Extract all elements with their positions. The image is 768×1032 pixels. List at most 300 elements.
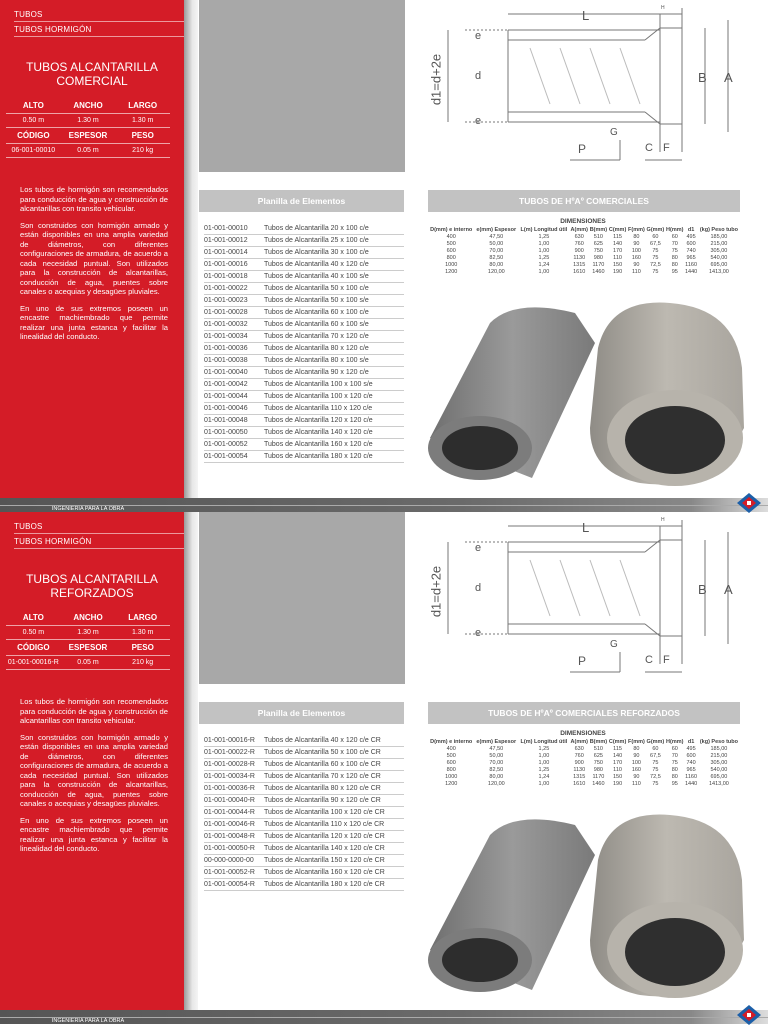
dims-cell: 1610 bbox=[573, 268, 586, 275]
dims-cell: 70 bbox=[671, 752, 678, 759]
dims-cell: 75 bbox=[671, 759, 678, 766]
dims-cell: 495 bbox=[686, 233, 696, 240]
dims-cell: 500 bbox=[446, 240, 456, 247]
dims-cell: 400 bbox=[446, 233, 456, 240]
pipe-renders bbox=[420, 800, 768, 1010]
dims-cell: 600 bbox=[686, 240, 696, 247]
dim-label-e-top: e bbox=[475, 542, 482, 554]
pipe-section-diagram bbox=[420, 0, 768, 175]
dims-header-cell: (kg) Peso tubo bbox=[699, 739, 739, 745]
dims-header-cell: B(mm) bbox=[589, 739, 608, 745]
dims-cell: 215,00 bbox=[710, 752, 728, 759]
divider bbox=[14, 21, 184, 22]
product-panel-reforzados bbox=[0, 512, 768, 1031]
spec-cell: CÓDIGO bbox=[17, 131, 50, 140]
dim-label-d1: d1=d+2e bbox=[428, 53, 444, 106]
dim-label-A: A bbox=[724, 582, 733, 597]
item-name: Tubos de Alcantarilla 140 x 120 c/e bbox=[264, 429, 373, 436]
spec-table bbox=[6, 613, 170, 673]
stacked-pipes-image bbox=[199, 512, 405, 684]
dims-cell: 60 bbox=[652, 745, 659, 752]
planilla-row[interactable] bbox=[204, 331, 404, 343]
spec-cell: ALTO bbox=[22, 101, 44, 110]
item-code: 01-001-00034-R bbox=[204, 773, 255, 780]
item-code: 01-001-00018 bbox=[204, 273, 248, 280]
planilla-row[interactable] bbox=[204, 843, 404, 855]
product-description bbox=[20, 697, 168, 861]
item-name: Tubos de Alcantarilla 60 x 100 c/e bbox=[264, 309, 369, 316]
dims-cell: 1,00 bbox=[538, 752, 550, 759]
dim-label-d1: d1=d+2e bbox=[428, 565, 444, 618]
dims-cell: 80 bbox=[633, 233, 640, 240]
dims-row bbox=[428, 255, 740, 262]
item-code: 01-001-00028-R bbox=[204, 761, 255, 768]
item-code: 01-001-00022-R bbox=[204, 749, 255, 756]
spec-cell: 210 kg bbox=[132, 147, 154, 154]
dim-label-F: F bbox=[663, 654, 670, 666]
spec-values-1 bbox=[6, 629, 170, 636]
item-name: Tubos de Alcantarilla 150 x 120 c/e CR bbox=[264, 857, 385, 864]
dims-cell: 110 bbox=[613, 766, 622, 773]
item-code: 01-001-00050 bbox=[204, 429, 248, 436]
dim-label-e-top: e bbox=[475, 30, 482, 42]
item-name: Tubos de Alcantarilla 50 x 100 s/e bbox=[264, 297, 369, 304]
company-logo[interactable] bbox=[736, 1004, 762, 1026]
dims-cell: 1160 bbox=[685, 773, 697, 780]
dims-row bbox=[428, 269, 740, 276]
item-code: 01-001-00016-R bbox=[204, 737, 255, 744]
item-code: 01-001-00023 bbox=[204, 297, 248, 304]
dims-cell: 140 bbox=[612, 752, 623, 759]
dims-cell: 70 bbox=[671, 240, 678, 247]
dims-cell: 1,24 bbox=[538, 261, 550, 268]
dim-label-B: B bbox=[698, 582, 707, 597]
dims-cell: 1200 bbox=[445, 268, 458, 275]
footer-line-1: INGENIERIA PARA LA OBRA bbox=[51, 1018, 125, 1024]
spec-cell: PESO bbox=[131, 643, 154, 652]
planilla-list bbox=[204, 735, 404, 891]
planilla-row[interactable] bbox=[204, 439, 404, 451]
spec-cell: ESPESOR bbox=[68, 131, 108, 140]
dims-cell: 965 bbox=[686, 254, 696, 261]
dims-cell: 120,00 bbox=[487, 268, 505, 275]
item-name: Tubos de Alcantarilla 90 x 120 c/e CR bbox=[264, 797, 381, 804]
divider bbox=[6, 639, 170, 640]
product-description bbox=[20, 185, 168, 349]
concrete-pipe-renders bbox=[420, 800, 768, 1010]
spec-cell: 1.30 m bbox=[131, 117, 154, 124]
item-code: 01-001-00022 bbox=[204, 285, 248, 292]
spec-cell: 01-001-00016-R bbox=[7, 659, 59, 666]
item-name: Tubos de Alcantarilla 70 x 120 c/e bbox=[264, 333, 369, 340]
planilla-row[interactable] bbox=[204, 379, 404, 391]
planilla-row[interactable] bbox=[204, 343, 404, 355]
item-name: Tubos de Alcantarilla 60 x 100 c/e CR bbox=[264, 761, 381, 768]
item-name: Tubos de Alcantarilla 30 x 100 c/e bbox=[264, 249, 369, 256]
planilla-row[interactable] bbox=[204, 259, 404, 271]
dims-cell: 800 bbox=[446, 766, 456, 773]
spec-cell: CÓDIGO bbox=[17, 643, 50, 652]
dims-cell: 72,5 bbox=[650, 261, 661, 268]
dims-header-cell: A(mm) bbox=[570, 227, 588, 233]
dims-cell: 1130 bbox=[573, 766, 586, 773]
divider bbox=[6, 157, 170, 158]
divider bbox=[14, 533, 184, 534]
dims-cell: 90 bbox=[633, 752, 640, 759]
dims-cell: 1160 bbox=[685, 261, 697, 268]
spec-cell: ANCHO bbox=[73, 613, 103, 622]
dims-cell: 695,00 bbox=[710, 773, 728, 780]
item-name: Tubos de Alcantarilla 120 x 120 c/e bbox=[264, 417, 373, 424]
dims-row bbox=[428, 760, 740, 767]
page-fold-shadow bbox=[184, 512, 198, 1010]
dims-row bbox=[428, 262, 740, 269]
dims-cell: 95 bbox=[671, 780, 678, 787]
pipe-section-diagram bbox=[420, 512, 768, 687]
spec-headers-2 bbox=[6, 643, 170, 652]
planilla-row[interactable] bbox=[204, 307, 404, 319]
dims-row bbox=[428, 248, 740, 255]
breadcrumb-tubos-hormigon[interactable]: TUBOS HORMIGÓN bbox=[14, 537, 92, 546]
dims-header-cell: L(m) Longitud útil bbox=[520, 739, 568, 745]
dims-cell: 75 bbox=[671, 247, 678, 254]
dims-cell: 1170 bbox=[592, 261, 605, 268]
dims-cell: 60 bbox=[652, 233, 659, 240]
item-name: Tubos de Alcantarilla 40 x 120 c/e bbox=[264, 261, 369, 268]
item-name: Tubos de Alcantarilla 120 x 120 c/e CR bbox=[264, 833, 385, 840]
dimensions-table-header: TUBOS DE HºAº COMERCIALES bbox=[428, 190, 740, 212]
planilla-row[interactable] bbox=[204, 771, 404, 783]
dims-header-cell: d1 bbox=[687, 227, 695, 233]
item-name: Tubos de Alcantarilla 80 x 120 c/e CR bbox=[264, 785, 381, 792]
dims-cell: 1,25 bbox=[538, 745, 550, 752]
dims-row bbox=[428, 753, 740, 760]
dims-cell: 1,25 bbox=[538, 766, 550, 773]
dims-header-cell: e(mm) Espesor bbox=[476, 739, 517, 745]
dims-cell: 72,5 bbox=[650, 773, 661, 780]
dims-title: DIMENSIONES bbox=[560, 730, 606, 737]
dims-cell: 500 bbox=[446, 752, 456, 759]
item-name: Tubos de Alcantarilla 140 x 120 c/e CR bbox=[264, 845, 385, 852]
item-name: Tubos de Alcantarilla 90 x 120 c/e bbox=[264, 369, 369, 376]
dims-cell: 190 bbox=[612, 780, 623, 787]
dims-cell: 100 bbox=[631, 759, 641, 766]
item-code: 01-001-00046-R bbox=[204, 821, 255, 828]
dim-label-d: d bbox=[475, 70, 482, 82]
dims-cell: 150 bbox=[612, 261, 623, 268]
breadcrumb-tubos[interactable]: TUBOS bbox=[14, 10, 43, 19]
dims-row bbox=[428, 241, 740, 248]
breadcrumb-tubos-hormigon[interactable]: TUBOS HORMIGÓN bbox=[14, 25, 92, 34]
dims-cell: 75 bbox=[652, 247, 659, 254]
item-name: Tubos de Alcantarilla 25 x 100 c/e bbox=[264, 237, 369, 244]
divider bbox=[14, 36, 184, 37]
planilla-row[interactable] bbox=[204, 831, 404, 843]
item-code: 01-001-00046 bbox=[204, 405, 248, 412]
dims-cell: 540,00 bbox=[710, 766, 728, 773]
dims-row bbox=[428, 767, 740, 774]
spec-cell: 210 kg bbox=[132, 659, 154, 666]
spec-cell: 0.50 m bbox=[22, 117, 45, 124]
dims-cell: 80 bbox=[671, 766, 678, 773]
item-code: 01-001-00032 bbox=[204, 321, 248, 328]
dims-cell: 1000 bbox=[445, 773, 458, 780]
item-code: 00-000-0000-00 bbox=[204, 857, 254, 864]
dims-cell: 625 bbox=[593, 240, 603, 247]
item-name: Tubos de Alcantarilla 50 x 100 c/e CR bbox=[264, 749, 381, 756]
dims-cell: 80,00 bbox=[489, 261, 504, 268]
stacked-pipes-photo bbox=[199, 512, 405, 684]
item-code: 01-001-00040-R bbox=[204, 797, 255, 804]
dim-label-d: d bbox=[475, 582, 482, 594]
planilla-row[interactable] bbox=[204, 367, 404, 379]
dim-label-P: P bbox=[578, 142, 587, 156]
dims-header-cell: H(mm) bbox=[666, 227, 684, 233]
divider bbox=[6, 113, 170, 114]
spec-headers-1 bbox=[6, 613, 170, 622]
company-logo[interactable] bbox=[736, 492, 762, 514]
item-code: 01-001-00052 bbox=[204, 441, 248, 448]
dims-cell: 1000 bbox=[445, 261, 458, 268]
item-name: Tubos de Alcantarilla 40 x 100 s/e bbox=[264, 273, 369, 280]
dims-cell: 965 bbox=[686, 766, 696, 773]
dims-cell: 75 bbox=[652, 759, 659, 766]
planilla-row[interactable] bbox=[204, 415, 404, 427]
dims-cell: 400 bbox=[446, 745, 456, 752]
dims-cell: 110 bbox=[613, 254, 622, 261]
spec-cell: 0.50 m bbox=[22, 629, 45, 636]
dims-header-cell: L(m) Longitud útil bbox=[520, 227, 568, 233]
dims-cell: 185,00 bbox=[710, 745, 728, 752]
dims-cell: 1315 bbox=[573, 261, 586, 268]
concrete-pipe-renders bbox=[420, 288, 768, 498]
dims-cell: 75 bbox=[652, 254, 659, 261]
dims-header-cell: D(mm) e interno bbox=[430, 227, 473, 233]
planilla-row[interactable] bbox=[204, 295, 404, 307]
planilla-row[interactable] bbox=[204, 783, 404, 795]
planilla-row[interactable] bbox=[204, 403, 404, 415]
dims-cell: 1,00 bbox=[538, 759, 550, 766]
dims-cell: 1413,00 bbox=[708, 268, 729, 275]
dims-cell: 1,25 bbox=[538, 254, 550, 261]
dims-cell: 150 bbox=[612, 773, 623, 780]
divider bbox=[6, 669, 170, 670]
footer-slogan bbox=[8, 1018, 168, 1032]
spec-cell: 1.30 m bbox=[77, 629, 99, 636]
planilla-row[interactable] bbox=[204, 355, 404, 367]
dims-header-cell: D(mm) e interno bbox=[430, 739, 473, 745]
dims-cell: 75 bbox=[652, 268, 659, 275]
planilla-header: Planilla de Elementos bbox=[199, 190, 404, 212]
spec-cell: 06-001-00010 bbox=[11, 147, 56, 154]
item-name: Tubos de Alcantarilla 110 x 120 c/e CR bbox=[264, 821, 385, 828]
spec-values-2 bbox=[6, 659, 170, 666]
dim-label-L: L bbox=[582, 520, 590, 535]
planilla-row[interactable] bbox=[204, 247, 404, 259]
dims-cell: 1440 bbox=[684, 780, 698, 787]
dims-cell: 110 bbox=[632, 268, 641, 275]
dims-cell: 100 bbox=[631, 247, 641, 254]
dims-cell: 540,00 bbox=[710, 254, 728, 261]
dims-cell: 60 bbox=[671, 233, 678, 240]
planilla-row[interactable] bbox=[204, 427, 404, 439]
dims-cell: 80,00 bbox=[489, 773, 504, 780]
dims-cell: 630 bbox=[574, 745, 584, 752]
dim-label-P: P bbox=[578, 654, 587, 668]
dim-label-G: G bbox=[610, 127, 618, 138]
planilla-row[interactable] bbox=[204, 451, 404, 463]
item-code: 01-001-00036-R bbox=[204, 785, 255, 792]
planilla-header: Planilla de Elementos bbox=[199, 702, 404, 724]
item-name: Tubos de Alcantarilla 160 x 120 c/e bbox=[264, 441, 373, 448]
breadcrumb-tubos[interactable]: TUBOS bbox=[14, 522, 43, 531]
item-code: 01-001-00054 bbox=[204, 453, 248, 460]
spec-cell: ALTO bbox=[22, 613, 44, 622]
spec-cell: 1.30 m bbox=[77, 117, 99, 124]
dim-label-e-bottom: e bbox=[475, 115, 482, 127]
planilla-row[interactable] bbox=[204, 735, 404, 747]
planilla-row[interactable] bbox=[204, 319, 404, 331]
dims-cell: 67,5 bbox=[650, 752, 661, 759]
dims-cell: 740 bbox=[686, 759, 696, 766]
technical-drawing bbox=[420, 512, 768, 687]
dims-cell: 1,24 bbox=[538, 773, 550, 780]
dimensions-table bbox=[428, 227, 740, 276]
dims-cell: 170 bbox=[612, 247, 623, 254]
dims-header-cell: d1 bbox=[687, 739, 695, 745]
dims-row bbox=[428, 774, 740, 781]
planilla-row[interactable] bbox=[204, 867, 404, 879]
product-panel-comercial bbox=[0, 0, 768, 512]
dims-cell: 980 bbox=[593, 254, 603, 261]
dims-header-cell: A(mm) bbox=[570, 739, 588, 745]
pipe-renders bbox=[420, 288, 768, 498]
dims-cell: 1315 bbox=[573, 773, 586, 780]
spec-cell: 0.05 m bbox=[77, 659, 99, 666]
item-name: Tubos de Alcantarilla 80 x 120 c/e bbox=[264, 345, 369, 352]
spec-values-2 bbox=[6, 147, 170, 154]
dims-cell: 750 bbox=[593, 759, 603, 766]
product-title: TUBOS ALCANTARILLA COMERCIAL bbox=[26, 60, 158, 88]
planilla-row[interactable] bbox=[204, 855, 404, 867]
dims-cell: 160 bbox=[631, 766, 641, 773]
stacked-pipes-image bbox=[199, 0, 405, 172]
spec-cell: 1.30 m bbox=[131, 629, 154, 636]
technical-drawing bbox=[420, 0, 768, 175]
dims-cell: 695,00 bbox=[710, 261, 728, 268]
dim-label-F: F bbox=[663, 142, 670, 154]
planilla-row[interactable] bbox=[204, 391, 404, 403]
dimensions-table bbox=[428, 739, 740, 788]
dims-cell: 600 bbox=[446, 759, 456, 766]
description-paragraph: Son construidos con hormigón armado y están disponibles en una amplia variedad de diámetros, con diferentes configuraciones de armadura, de acuerdo a cada necesidad puntual. Son utilizados para la construcción de alcantarillas, conducción de agua, puentes sobre canales o acequias y desagües pluviales. bbox=[20, 732, 168, 808]
product-title: TUBOS ALCANTARILLA REFORZADOS bbox=[26, 572, 158, 600]
dim-label-B: B bbox=[698, 70, 707, 85]
planilla-row[interactable] bbox=[204, 759, 404, 771]
dimensions-table-header: TUBOS DE HºAº COMERCIALES REFORZADOS bbox=[428, 702, 740, 724]
dims-row bbox=[428, 234, 740, 241]
dims-cell: 1,00 bbox=[538, 240, 550, 247]
dims-cell: 70,00 bbox=[489, 759, 504, 766]
planilla-row[interactable] bbox=[204, 223, 404, 235]
dim-label-H: H bbox=[661, 5, 665, 11]
dims-cell: 1200 bbox=[445, 780, 458, 787]
item-code: 01-001-00044 bbox=[204, 393, 248, 400]
planilla-row[interactable] bbox=[204, 747, 404, 759]
item-name: Tubos de Alcantarilla 160 x 120 c/e CR bbox=[264, 869, 385, 876]
dims-cell: 160 bbox=[631, 254, 641, 261]
item-code: 01-001-00040 bbox=[204, 369, 248, 376]
planilla-row[interactable] bbox=[204, 819, 404, 831]
dims-cell: 90 bbox=[633, 773, 640, 780]
dims-cell: 740 bbox=[686, 247, 696, 254]
dims-cell: 60 bbox=[671, 745, 678, 752]
spec-cell: 0.05 m bbox=[77, 147, 99, 154]
item-name: Tubos de Alcantarilla 40 x 120 c/e CR bbox=[264, 737, 381, 744]
spec-headers-1 bbox=[6, 101, 170, 110]
dims-cell: 75 bbox=[652, 766, 659, 773]
dims-cell: 80 bbox=[633, 745, 640, 752]
dims-cell: 1,00 bbox=[538, 247, 550, 254]
dims-header-cell: (kg) Peso tubo bbox=[699, 227, 739, 233]
dims-cell: 47,50 bbox=[489, 233, 504, 240]
dims-cell: 82,50 bbox=[489, 254, 504, 261]
item-name: Tubos de Alcantarilla 100 x 120 c/e CR bbox=[264, 809, 385, 816]
dims-cell: 510 bbox=[593, 745, 603, 752]
dims-header-cell: F(mm) bbox=[628, 227, 645, 233]
dims-cell: 1130 bbox=[573, 254, 586, 261]
item-code: 01-001-00050-R bbox=[204, 845, 255, 852]
dims-header-cell: F(mm) bbox=[628, 739, 645, 745]
dims-cell: 900 bbox=[574, 247, 584, 254]
divider bbox=[14, 548, 184, 549]
dims-cell: 190 bbox=[612, 268, 623, 275]
dims-cell: 215,00 bbox=[710, 240, 728, 247]
planilla-row[interactable] bbox=[204, 235, 404, 247]
dims-cell: 110 bbox=[632, 780, 641, 787]
dims-cell: 75 bbox=[652, 780, 659, 787]
item-name: Tubos de Alcantarilla 180 x 120 c/e bbox=[264, 453, 373, 460]
item-code: 01-001-00014 bbox=[204, 249, 248, 256]
spec-cell: ESPESOR bbox=[68, 643, 108, 652]
item-name: Tubos de Alcantarilla 60 x 100 s/e bbox=[264, 321, 369, 328]
planilla-row[interactable] bbox=[204, 271, 404, 283]
item-code: 01-001-00036 bbox=[204, 345, 248, 352]
item-name: Tubos de Alcantarilla 80 x 100 s/e bbox=[264, 357, 369, 364]
dims-cell: 115 bbox=[613, 233, 622, 240]
dims-cell: 600 bbox=[446, 247, 456, 254]
dims-cell: 900 bbox=[574, 759, 584, 766]
planilla-list bbox=[204, 223, 404, 463]
item-code: 01-001-00012 bbox=[204, 237, 248, 244]
planilla-row[interactable] bbox=[204, 879, 404, 891]
planilla-row[interactable] bbox=[204, 283, 404, 295]
dims-cell: 50,00 bbox=[489, 752, 504, 759]
planilla-row[interactable] bbox=[204, 807, 404, 819]
dims-cell: 80 bbox=[671, 773, 678, 780]
divider bbox=[6, 655, 170, 656]
item-name: Tubos de Alcantarilla 50 x 100 c/e bbox=[264, 285, 369, 292]
divider bbox=[6, 143, 170, 144]
planilla-row[interactable] bbox=[204, 795, 404, 807]
dim-label-H: H bbox=[661, 517, 665, 523]
dims-cell: 1,00 bbox=[538, 780, 550, 787]
dims-cell: 630 bbox=[574, 233, 584, 240]
dims-cell: 67,5 bbox=[650, 240, 661, 247]
item-code: 01-001-00028 bbox=[204, 309, 248, 316]
item-code: 01-001-00034 bbox=[204, 333, 248, 340]
dims-header-cell: B(mm) bbox=[589, 227, 608, 233]
